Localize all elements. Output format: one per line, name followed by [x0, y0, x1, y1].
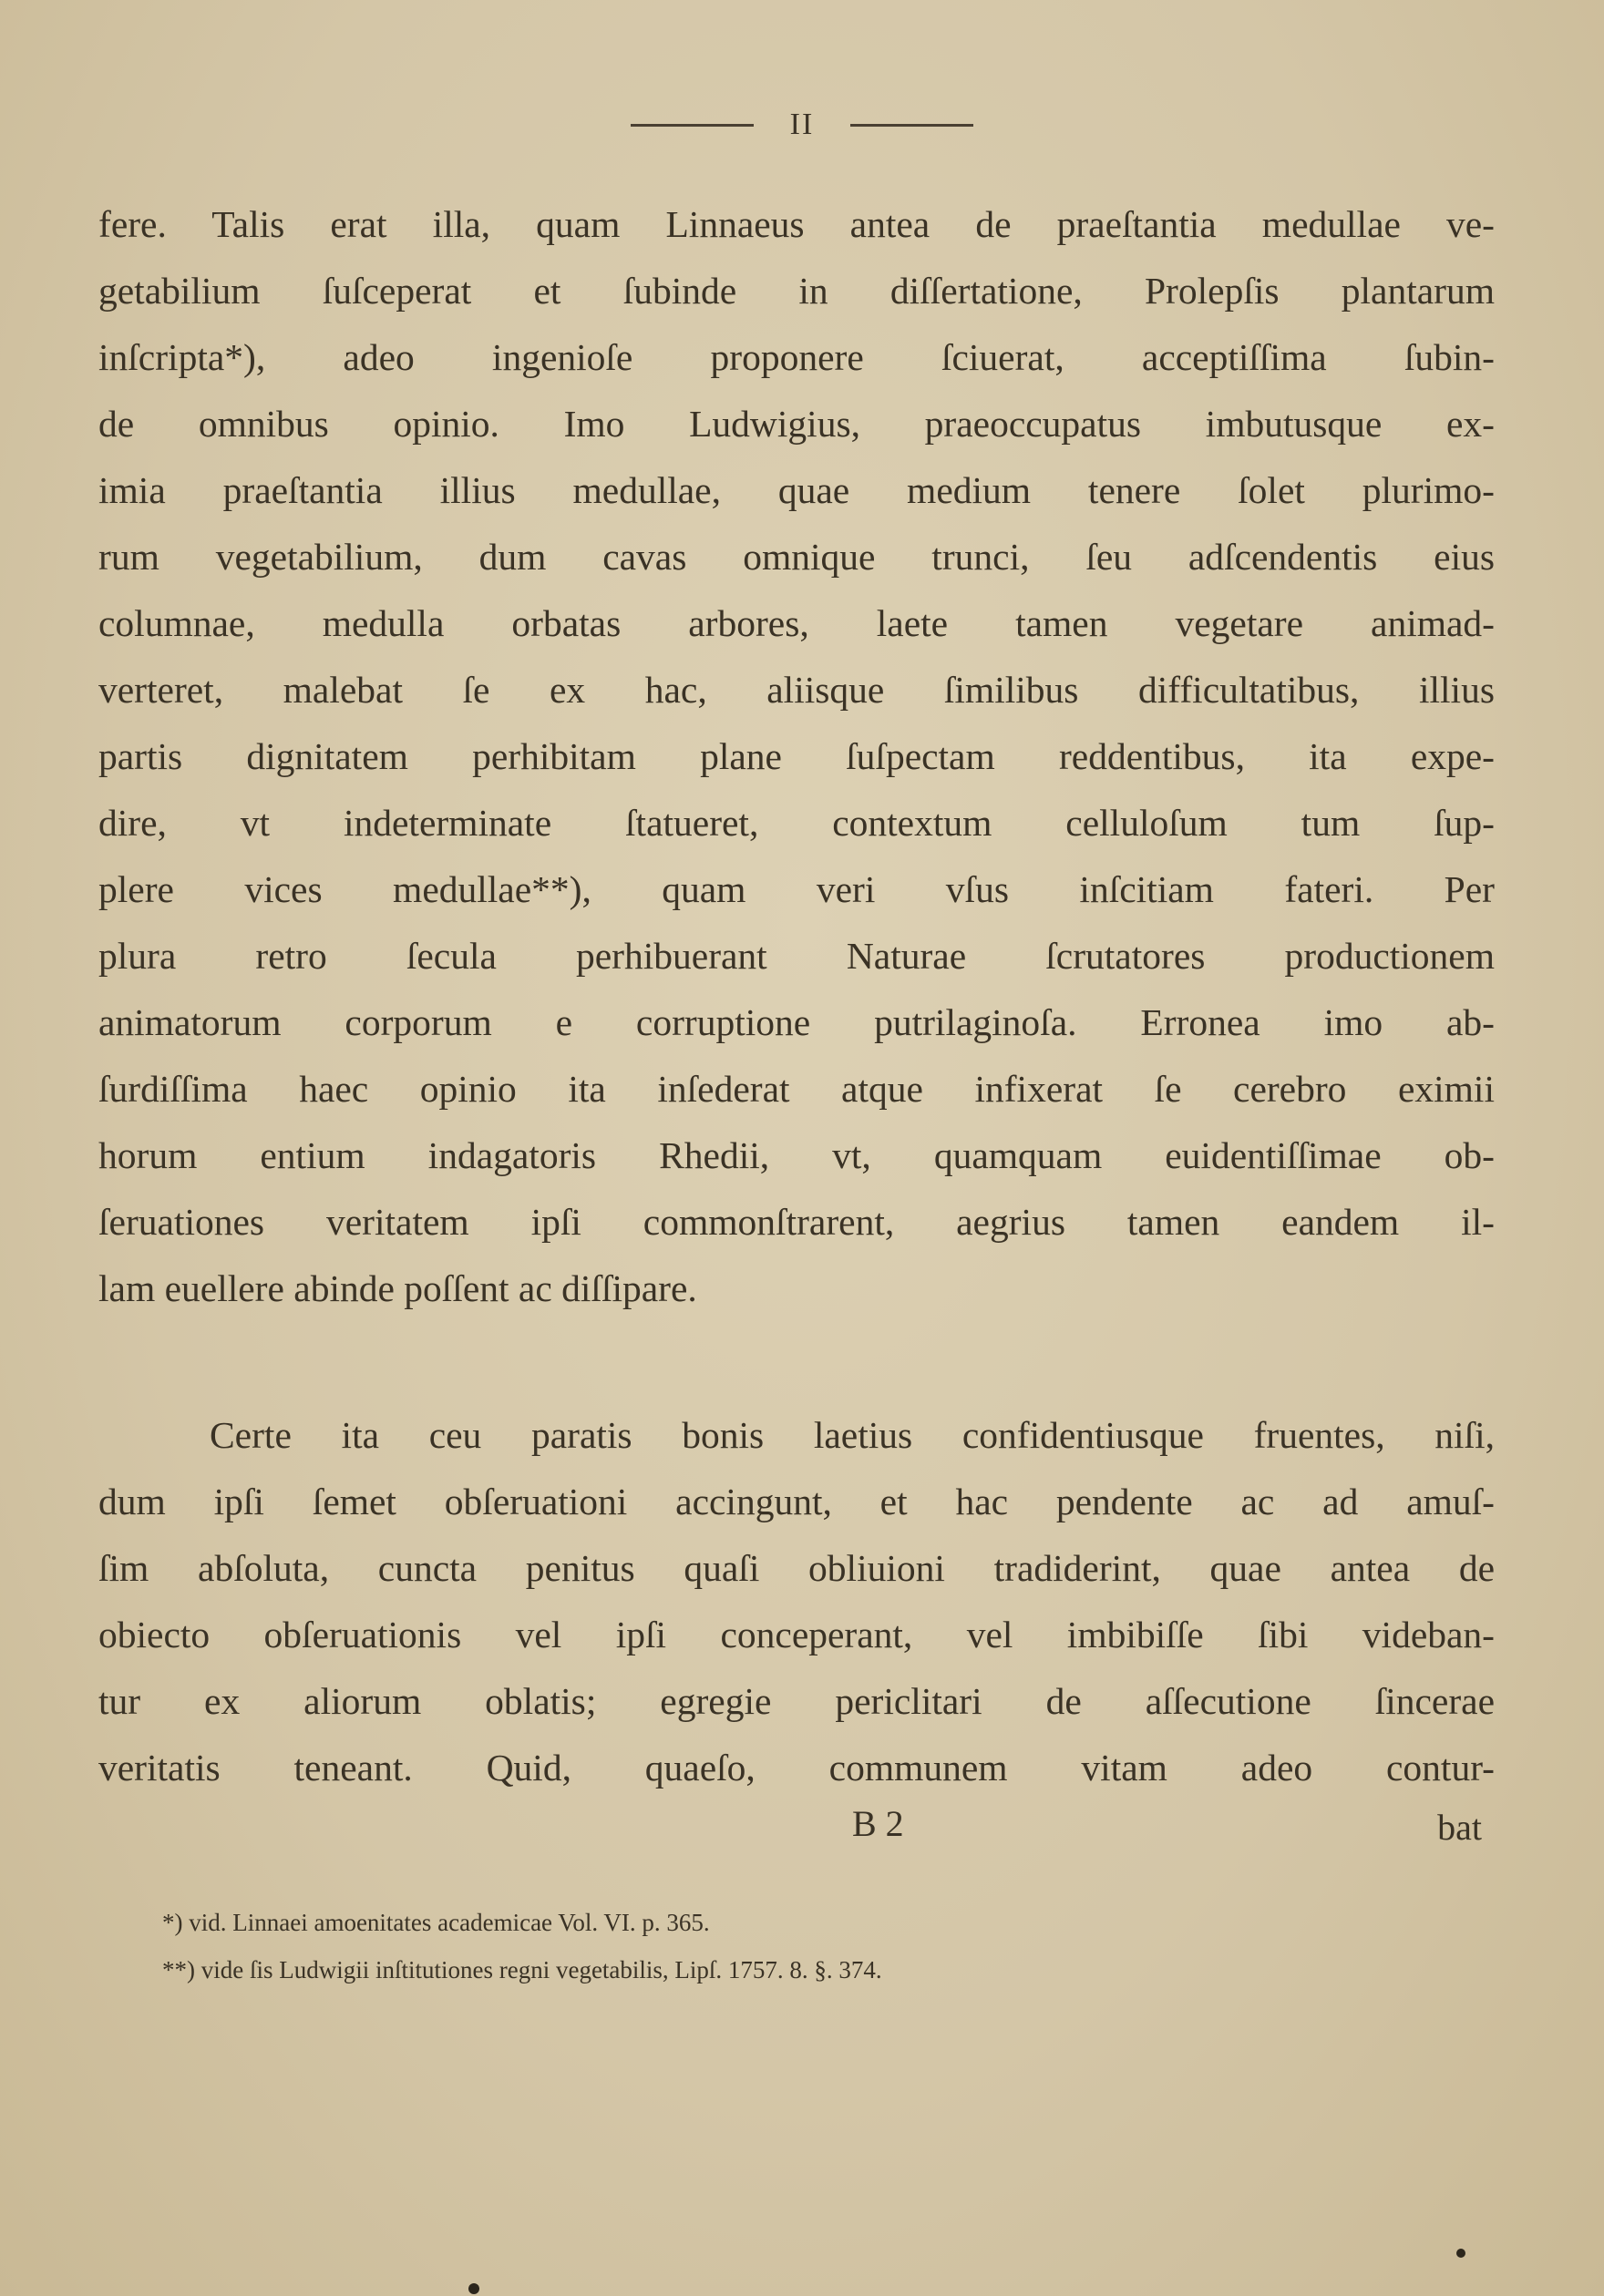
- text-line: de omnibus opinio. Imo Ludwigius, praeoccupatus imbutusque ex-: [98, 403, 1495, 445]
- signature-mark: B 2: [852, 1803, 904, 1844]
- text-line: dum ipſi ſemet obſeruationi accingunt, et hac pendente ac ad amuſ-: [98, 1481, 1495, 1522]
- text-line: verteret, malebat ſe ex hac, aliisque ſimilibus difficultatibus, illius: [98, 669, 1495, 711]
- text-line: obiecto obſeruationis vel ipſi conceperant, vel imbibiſſe ſibi videban-: [98, 1614, 1495, 1655]
- text-line: partis dignitatem perhibitam plane ſuſpectam reddentibus, ita expe-: [98, 735, 1495, 777]
- text-line: veritatis teneant. Quid, quaeſo, communem vitam adeo contur-: [98, 1747, 1495, 1789]
- catchword: bat: [1437, 1807, 1482, 1848]
- footnote: **) vide ſis Ludwigii inſtitutiones regni vegetabilis, Lipſ. 1757. 8. §. 374.: [162, 1956, 882, 1983]
- text-line: ſurdiſſima haec opinio ita inſederat atque infixerat ſe cerebro eximii: [98, 1068, 1495, 1110]
- body-text: [98, 191, 1495, 1801]
- text-line: Certe ita ceu paratis bonis laetius confidentiusque fruentes, niſi,: [210, 1414, 1495, 1456]
- text-line: imia praeſtantia illius medullae, quae medium tenere ſolet plurimo-: [98, 469, 1495, 511]
- page-number: II: [789, 108, 815, 141]
- text-line: ſeruationes veritatem ipſi commonſtrarent, aegrius tamen eandem il-: [98, 1201, 1495, 1243]
- header-rule-right: [850, 124, 973, 127]
- footnotes: [162, 1899, 882, 1994]
- text-line: dire, vt indeterminate ſtatueret, contextum celluloſum tum ſup-: [98, 802, 1495, 844]
- text-line: lam euellere abinde poſſent ac diſſipare.: [98, 1267, 697, 1309]
- text-line: inſcripta*), adeo ingenioſe proponere ſciuerat, acceptiſſima ſubin-: [98, 336, 1495, 378]
- ink-speck: [1456, 2249, 1465, 2258]
- paragraph-1: [98, 191, 1495, 1322]
- text-line: fere. Talis erat illa, quam Linnaeus antea de praeſtantia medullae ve-: [98, 203, 1495, 245]
- text-line: rum vegetabilium, dum cavas omnique trunci, ſeu adſcendentis eius: [98, 536, 1495, 578]
- text-line: animatorum corporum e corruptione putrilaginoſa. Erronea imo ab-: [98, 1001, 1495, 1043]
- text-line: columnae, medulla orbatas arbores, laete tamen vegetare animad-: [98, 602, 1495, 644]
- text-line: plura retro ſecula perhibuerant Naturae ſcrutatores productionem: [98, 935, 1495, 977]
- header-rule-left: [631, 124, 754, 127]
- paragraph-2: [98, 1402, 1495, 1801]
- text-line: tur ex aliorum oblatis; egregie periclitari de aſſecutione ſincerae: [98, 1680, 1495, 1722]
- text-line: plere vices medullae**), quam veri vſus inſcitiam fateri. Per: [98, 868, 1495, 910]
- text-line: getabilium ſuſceperat et ſubinde in diſſertatione, Prolepſis plantarum: [98, 270, 1495, 312]
- ink-speck: [468, 2283, 479, 2294]
- text-line: ſim abſoluta, cuncta penitus quaſi obliuioni tradiderint, quae antea de: [98, 1547, 1495, 1589]
- text-line: horum entium indagatoris Rhedii, vt, quamquam euidentiſſimae ob-: [98, 1134, 1495, 1176]
- paragraph-gap: [98, 1322, 1495, 1402]
- footnote: *) vid. Linnaei amoenitates academicae Vol. VI. p. 365.: [162, 1909, 710, 1936]
- running-header: [0, 108, 1604, 142]
